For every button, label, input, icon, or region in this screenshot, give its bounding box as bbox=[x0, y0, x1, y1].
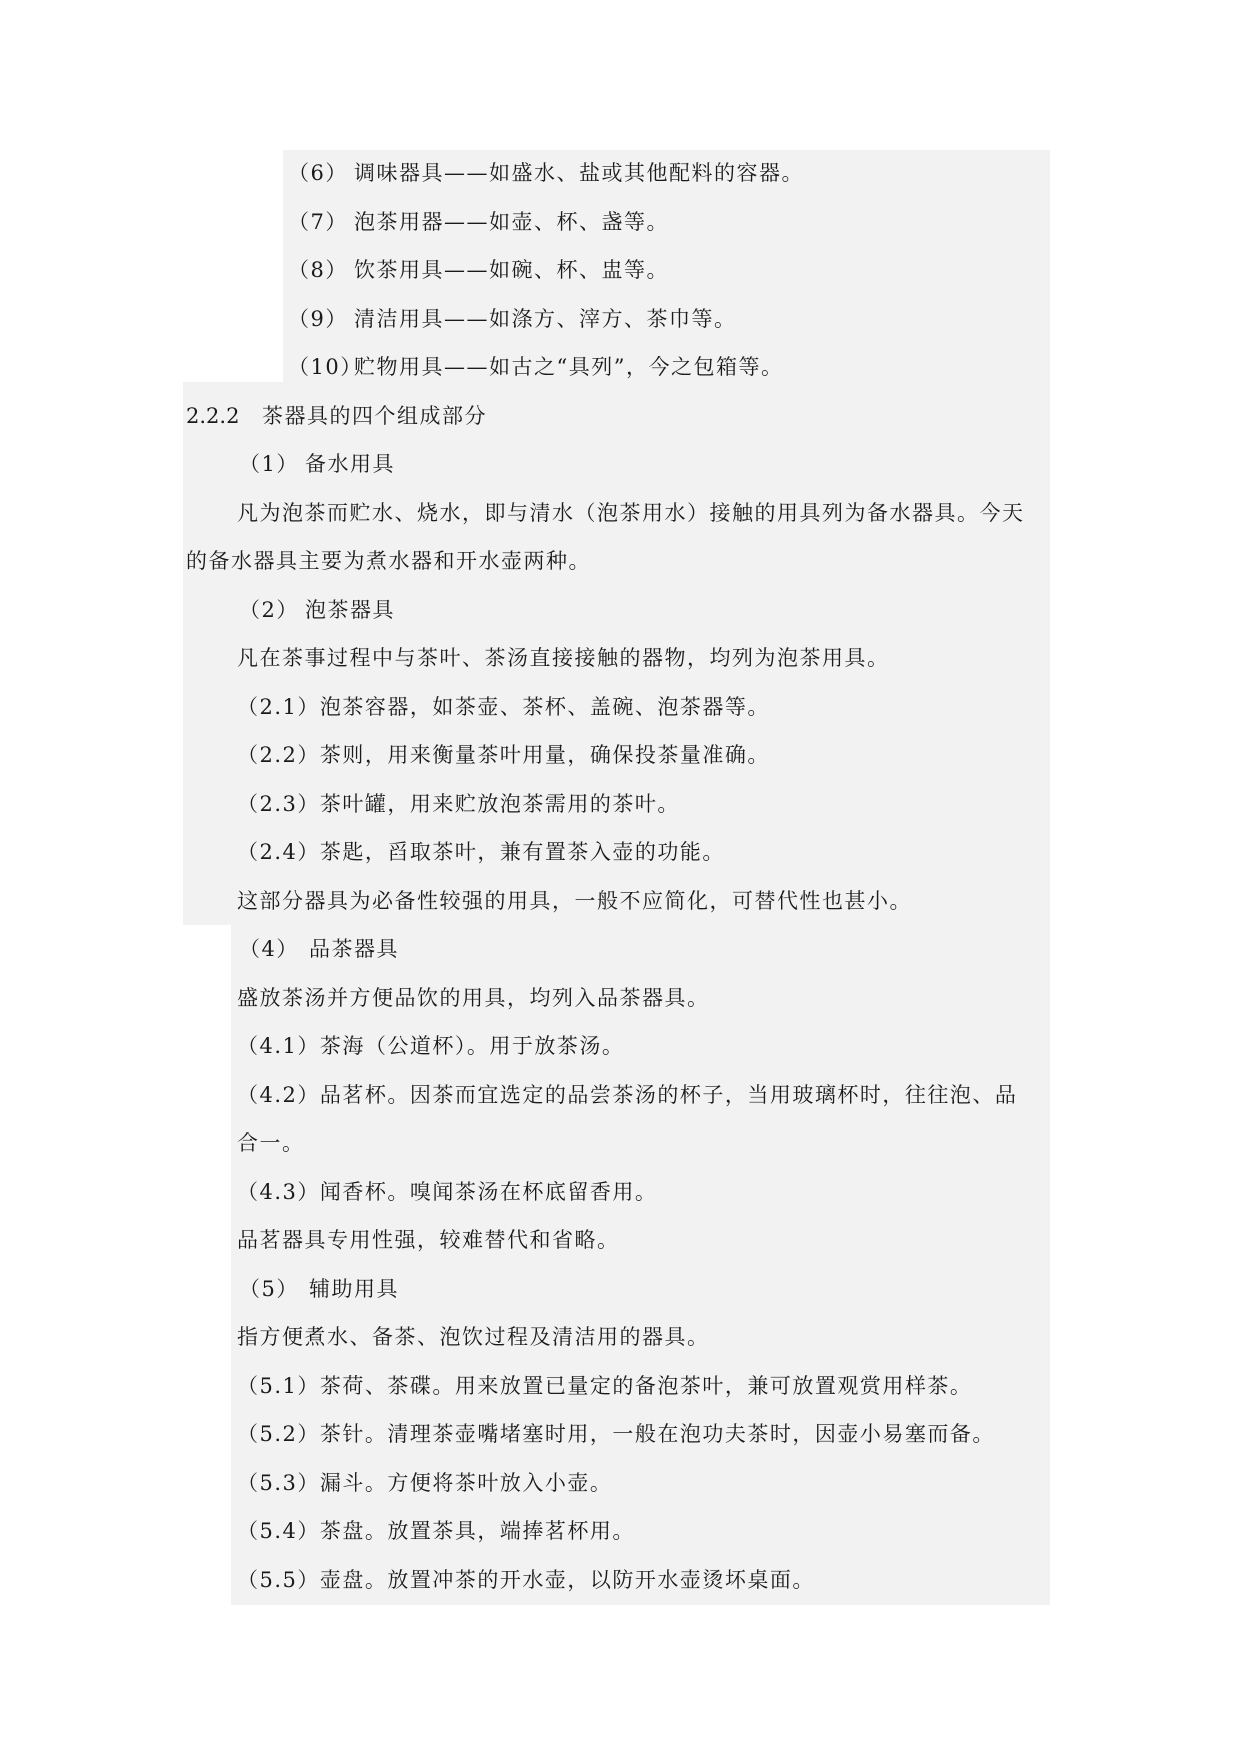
part-2-item-4: （2.4）茶匙，舀取茶叶，兼有置茶入壶的功能。 bbox=[237, 840, 725, 864]
part-5-heading bbox=[239, 1274, 399, 1304]
list-marker: （7） bbox=[288, 210, 348, 234]
list-text: 清洁用具——如涤方、滓方、茶巾等。 bbox=[354, 307, 737, 331]
section-number: 2.2.2 bbox=[186, 404, 240, 428]
part-4-item-1: （4.1）茶海（公道杯）。用于放茶汤。 bbox=[237, 1034, 625, 1058]
list-marker: （9） bbox=[288, 307, 348, 331]
part-5-item-4: （5.4）茶盘。放置茶具，端捧茗杯用。 bbox=[237, 1519, 635, 1543]
part-4-item-2-line-1: （4.2）品茗杯。因茶而宜选定的品尝茶汤的杯子，当用玻璃杯时，往往泡、品 bbox=[237, 1083, 1018, 1107]
part-2-item-2: （2.2）茶则，用来衡量茶叶用量，确保投茶量准确。 bbox=[237, 743, 770, 767]
list-item-7 bbox=[288, 207, 669, 237]
part-5-item-5: （5.5）壶盘。放置冲茶的开水壶，以防开水壶烫坏桌面。 bbox=[237, 1568, 815, 1592]
list-item-6 bbox=[288, 158, 804, 188]
part-4-item-2-line-2: 合一。 bbox=[237, 1131, 305, 1155]
list-text: 饮茶用具——如碗、杯、盅等。 bbox=[354, 258, 669, 282]
list-marker: （6） bbox=[288, 161, 348, 185]
list-text: 调味器具——如盛水、盐或其他配料的容器。 bbox=[354, 161, 804, 185]
part-2-summary: 这部分器具为必备性较强的用具，一般不应简化，可替代性也甚小。 bbox=[237, 889, 912, 913]
part-heading-text: 泡茶器具 bbox=[305, 598, 395, 622]
part-marker: （1） bbox=[239, 452, 299, 476]
part-2-intro: 凡在茶事过程中与茶叶、茶汤直接接触的器物，均列为泡茶用具。 bbox=[237, 646, 890, 670]
part-1-paragraph-line-2: 的备水器具主要为煮水器和开水壶两种。 bbox=[186, 549, 591, 573]
part-2-heading bbox=[239, 595, 395, 625]
part-1-heading bbox=[239, 449, 395, 479]
part-5-item-2: （5.2）茶针。清理茶壶嘴堵塞时用，一般在泡功夫茶时，因壶小易塞而备。 bbox=[237, 1422, 995, 1446]
part-heading-text: 备水用具 bbox=[305, 452, 395, 476]
list-item-10 bbox=[288, 352, 783, 382]
shaded-block-bottom bbox=[231, 925, 1050, 1605]
section-title: 茶器具的四个组成部分 bbox=[262, 404, 487, 428]
list-marker: （10） bbox=[288, 355, 363, 379]
part-5-item-3: （5.3）漏斗。方便将茶叶放入小壶。 bbox=[237, 1471, 613, 1495]
part-marker: （2） bbox=[239, 598, 299, 622]
list-text: 泡茶用器——如壶、杯、盏等。 bbox=[354, 210, 669, 234]
part-5-item-1: （5.1）茶荷、茶碟。用来放置已量定的备泡茶叶，兼可放置观赏用样茶。 bbox=[237, 1374, 973, 1398]
part-5-intro: 指方便煮水、备茶、泡饮过程及清洁用的器具。 bbox=[237, 1325, 710, 1349]
list-item-8 bbox=[288, 255, 669, 285]
part-2-item-1: （2.1）泡茶容器，如茶壶、茶杯、盖碗、泡茶器等。 bbox=[237, 695, 770, 719]
part-marker: （5） bbox=[239, 1277, 299, 1301]
part-heading-text: 辅助用具 bbox=[309, 1277, 399, 1301]
part-4-summary: 品茗器具专用性强，较难替代和省略。 bbox=[237, 1228, 620, 1252]
part-2-item-3: （2.3）茶叶罐，用来贮放泡茶需用的茶叶。 bbox=[237, 792, 680, 816]
part-heading-text: 品茶器具 bbox=[309, 937, 399, 961]
list-text: 贮物用具——如古之“具列”，今之包箱等。 bbox=[354, 355, 784, 379]
part-1-paragraph-line-1: 凡为泡茶而贮水、烧水，即与清水（泡茶用水）接触的用具列为备水器具。今天 bbox=[237, 501, 1025, 525]
part-4-heading bbox=[239, 934, 399, 964]
part-4-intro: 盛放茶汤并方便品饮的用具，均列入品茶器具。 bbox=[237, 986, 710, 1010]
section-heading bbox=[186, 401, 487, 431]
list-marker: （8） bbox=[288, 258, 348, 282]
part-4-item-3: （4.3）闻香杯。嗅闻茶汤在杯底留香用。 bbox=[237, 1180, 658, 1204]
list-item-9 bbox=[288, 304, 737, 334]
part-marker: （4） bbox=[239, 937, 299, 961]
